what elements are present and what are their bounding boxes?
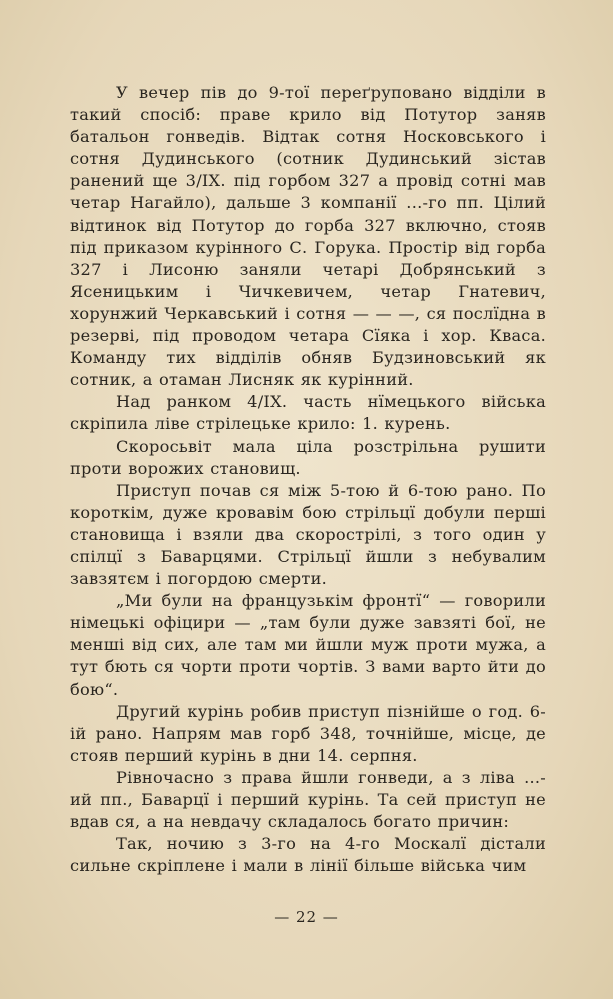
paragraph-4: Приступ почав ся між 5-тою й 6-тою рано. По короткім, дуже кровавім бою стрільцї добули перші становища і взяли два скорострілі, з того один у спілцї з Баварцями. Стрільцї йшли з небувалим завзятєм і погордою смерти. — [70, 480, 546, 589]
page-number: — 22 — — [274, 908, 339, 926]
paragraph-6: Другий курінь робив приступ пізнійше о год. 6-ій рано. Напрям мав горб 348, точнійше, місце, де стояв перший курінь в дни 14. серпня. — [70, 701, 546, 765]
body-text — [70, 82, 546, 877]
paragraph-2: Над ранком 4/IX. часть нїмецького війська скріпила ліве стрілецьке крило: 1. курень. — [70, 392, 546, 434]
paragraph-8: Так, ночию з 3-го на 4-го Москалї дістали сильне скріплене і мали в лінії більше війська чим — [70, 834, 546, 876]
paragraph-7: Рівночасно з права йшли гонведи, а з ліва ...-ий пп., Баварцї і перший курінь. Та сей приступ не вдав ся, а на невдачу складалось богато причин: — [70, 767, 546, 832]
paragraph-5: „Ми були на французькім фронтї“ — говорили німецькі офіцири — „там були дуже завзяті бої, не менші від сих, але там ми йшли муж проти мужа, а тут бють ся чорти проти чортів. З вами варто йти до бою“. — [70, 591, 546, 699]
paragraph-3: Скоросьвіт мала ціла розстрільна рушити проти ворожих становищ. — [70, 436, 546, 478]
paragraph-1: У вечер пів до 9-тої переґруповано відділи в такий спосіб: праве крило від Потутор заняв батальон гонведів. Відтак сотня Носковського і сотня Дудинського (сотник Дудинський зістав ранений ще 3/IX. під горбом 327 а провід сотні мав четар Нагайло), дальше 3 компанії ...-го пп. Цілий відтинок від Потутор до горба 327 включно, стояв під приказом курінного С. Горука. Простір від горба 327 і Лисоню заняли четарі Добрянський з Ясеницьким і Чичкевичем, четар Гнатевич, хорунжий Черкавський і сотня — — —, ся послїдна в резерві, під проводом четара Сїяка і хор. Кваса. Команду тих відділів обняв Будзиновський як сотник, а отаман Лисняк як курінний. — [70, 83, 547, 390]
